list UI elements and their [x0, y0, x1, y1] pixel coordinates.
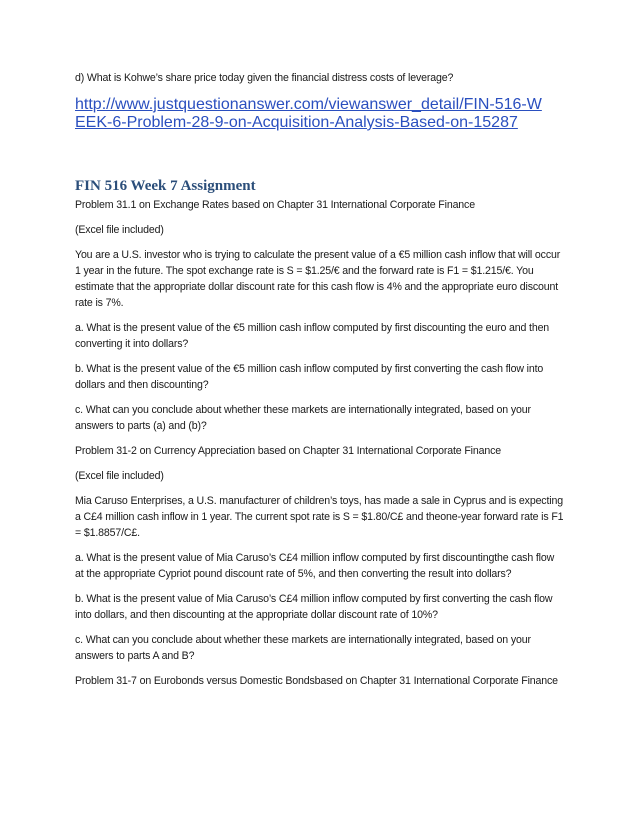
problem-31-1-excel-note: (Excel file included): [75, 224, 164, 236]
question-d: d) What is Kohwe’s share price today given the financial distress costs of leverage?: [75, 72, 454, 84]
problem-31-1-part-a: a. What is the present value of the €5 million cash inflow computed by first discounting the euro and then converting it into dollars?: [75, 322, 550, 350]
problem-31-1-title: Problem 31.1 on Exchange Rates based on Chapter 31 International Corporate Finance: [75, 199, 475, 211]
problem-31-1-part-c: c. What can you conclude about whether these markets are internationally integrated, based on your answers to parts (a) and (b)?: [75, 404, 531, 432]
problem-31-2-part-a: a. What is the present value of Mia Caruso’s C£4 million inflow computed by first discountingthe cash flow at the appropriate Cypriot pound discount rate of 5%, and then converting the result into dollars?: [75, 552, 555, 580]
section-heading: FIN 516 Week 7 Assignment: [75, 178, 256, 194]
problem-31-2-part-c: c. What can you conclude about whether these markets are internationally integrated, based on your answers to parts A and B?: [75, 634, 531, 662]
problem-31-1-body: You are a U.S. investor who is trying to calculate the present value of a €5 million cash inflow that will occur 1 year in the future. The spot exchange rate is S = $1.25/€ and the forward rate is F1 = $1.215/€. You estimate that the appropriate dollar discount rate for this cash flow is 4% and the appropriate euro discount rate is 7%.: [75, 249, 561, 309]
answer-link[interactable]: http://www.justquestionanswer.com/viewanswer_detail/FIN-516-WEEK-6-Problem-28-9-on-Acquisition-Analysis-Based-on-15287: [75, 96, 542, 131]
problem-31-7-title: Problem 31-7 on Eurobonds versus Domestic Bondsbased on Chapter 31 International Corporate Finance: [75, 675, 558, 687]
document-content: [75, 70, 565, 689]
problem-31-2-part-b: b. What is the present value of Mia Caruso’s C£4 million inflow computed by first converting the cash flow into dollars, and then discounting at the appropriate dollar discount rate of 10%?: [75, 593, 553, 621]
problem-31-2-excel-note: (Excel file included): [75, 470, 164, 482]
problem-31-1-part-b: b. What is the present value of the €5 million cash inflow computed by first converting the cash flow into dollars and then discounting?: [75, 363, 544, 391]
problem-31-2-title: Problem 31-2 on Currency Appreciation based on Chapter 31 International Corporate Finance: [75, 445, 501, 457]
problem-31-2-body: Mia Caruso Enterprises, a U.S. manufacturer of children’s toys, has made a sale in Cyprus and is expecting a C£4 million cash inflow in 1 year. The current spot rate is S = $1.80/C£ and theone-year forward rate is F1 = $1.8857/C£.: [75, 495, 564, 539]
